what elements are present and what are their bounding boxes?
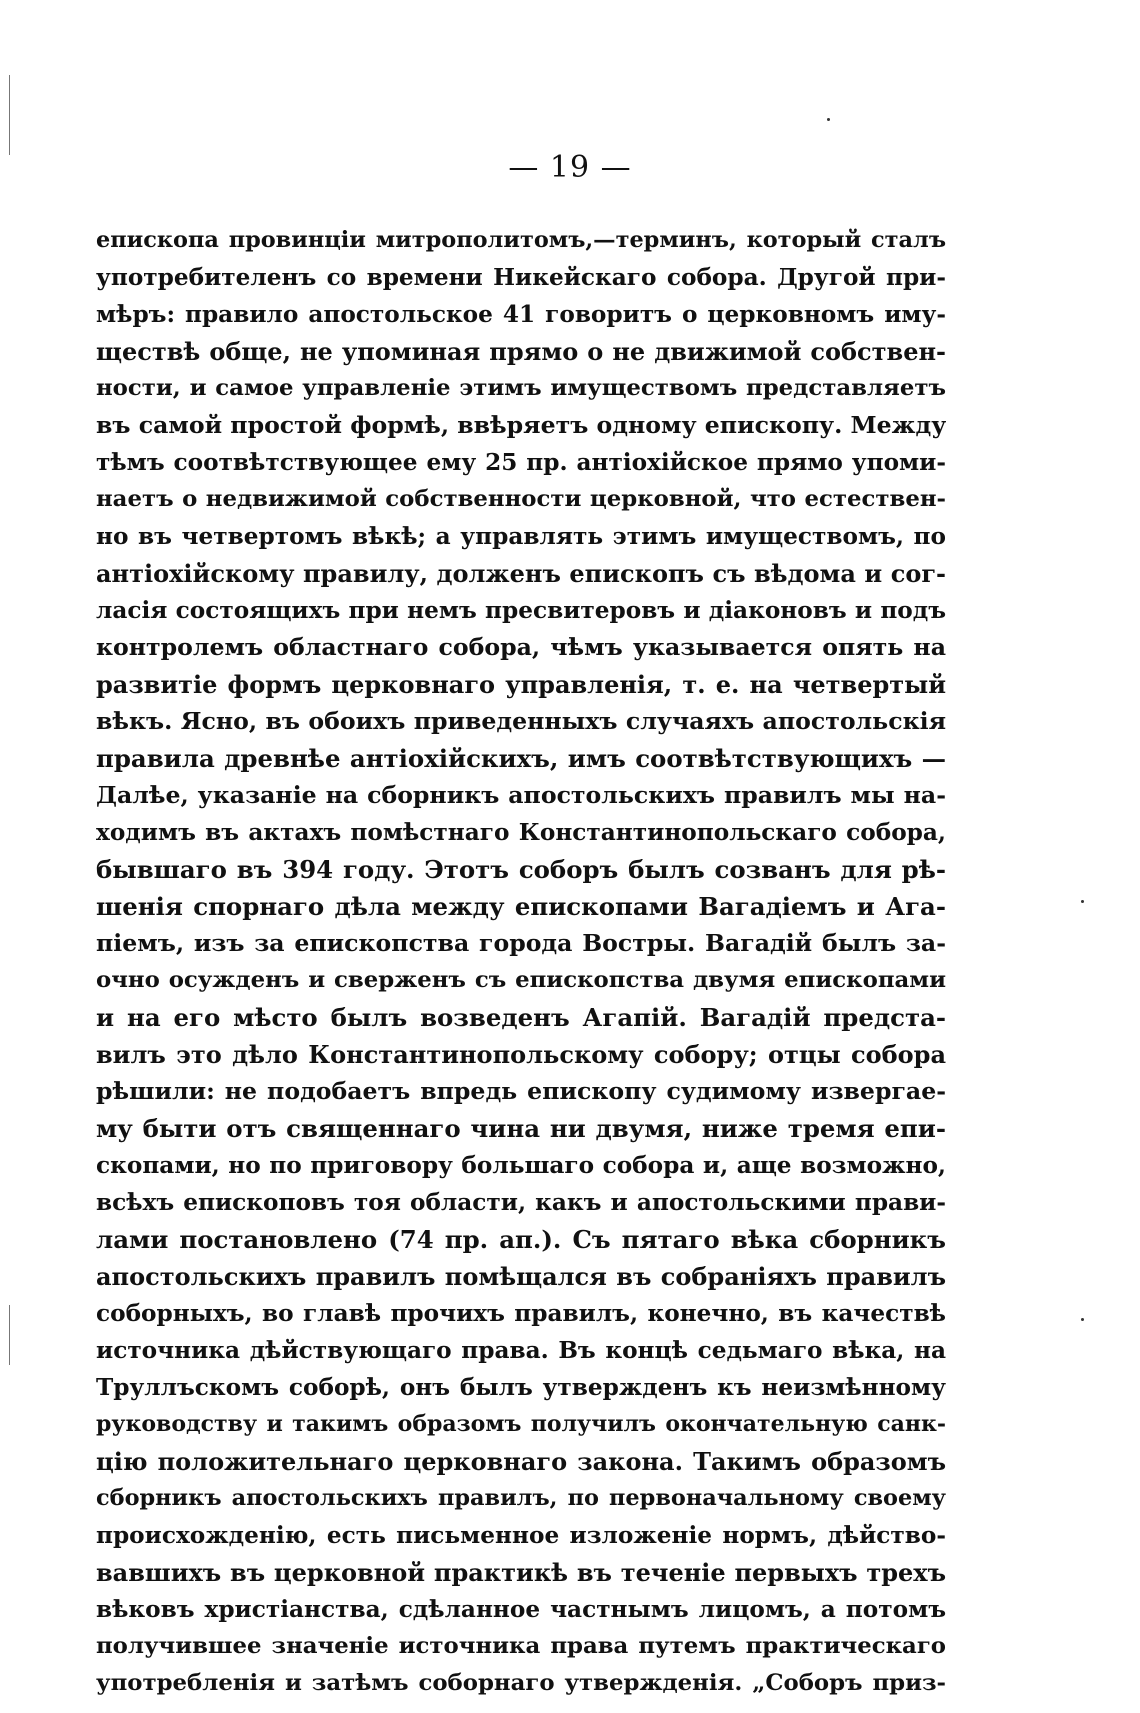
text-line: соборныхъ, во главѣ прочихъ правилъ, конечно, въ качествѣ <box>96 1300 946 1327</box>
text-line: вѣковъ христіанства, сдѣланное частнымъ лицомъ, а потомъ <box>96 1596 946 1623</box>
dust-speck <box>1081 900 1084 903</box>
text-line: епископа провинціи митрополитомъ,—терминъ, который сталъ <box>96 227 946 253</box>
dust-speck <box>1081 1318 1084 1321</box>
text-line: ходимъ въ актахъ помѣстнаго Константинопольскаго собора, <box>96 819 946 846</box>
text-line: мѣръ: правило апостольское 41 говоритъ о церковномъ иму- <box>96 301 946 328</box>
text-line: вилъ это дѣло Константинопольскому собору; отцы собора <box>96 1040 946 1069</box>
text-line: рѣшили: не подобаетъ впредь епископу судимому извергае- <box>96 1077 946 1105</box>
text-line: піемъ, изъ за епископства города Востры. Вагадій былъ за- <box>96 929 946 957</box>
left-margin-mark <box>9 1305 10 1365</box>
text-line: употребленія и затѣмъ соборнаго утвержденія. „Соборъ приз- <box>96 1670 946 1696</box>
text-line: происхожденію, есть письменное изложеніе нормъ, дѣйство- <box>96 1522 946 1549</box>
text-line: му быти отъ священнаго чина ни двумя, ниже тремя епи- <box>96 1114 946 1143</box>
body-text <box>96 222 946 1702</box>
text-line: и на его мѣсто былъ возведенъ Агапій. Вагадій предста- <box>96 1003 946 1032</box>
text-line: въ самой простой формѣ, ввѣряетъ одному епископу. Между <box>96 411 946 439</box>
text-line: контролемъ областнаго собора, чѣмъ указывается опять на <box>96 633 946 661</box>
text-line: вавшихъ въ церковной практикѣ въ теченіе первыхъ трехъ <box>96 1558 946 1587</box>
text-line: но въ четвертомъ вѣкѣ; а управлять этимъ имуществомъ, по <box>96 523 946 550</box>
text-line: скопами, но по приговору большаго собора и, аще возможно, <box>96 1152 946 1179</box>
text-line: шенія спорнаго дѣла между епископами Вагадіемъ и Ага- <box>96 892 946 921</box>
left-margin-mark <box>9 75 10 155</box>
text-line: правила древнѣе антіохійскихъ, имъ соотвѣтствующихъ — <box>96 744 946 773</box>
dust-speck <box>827 118 830 121</box>
text-line: бывшаго въ 394 году. Этотъ соборъ былъ созванъ для рѣ- <box>96 855 946 884</box>
text-line: апостольскихъ правилъ помѣщался въ собраніяхъ правилъ <box>96 1262 946 1291</box>
text-line: ществѣ обще, не упоминая прямо о не движимой собствен- <box>96 337 946 366</box>
text-line: очно осужденъ и сверженъ съ епископства двумя епископами <box>96 967 946 993</box>
text-line: всѣхъ епископовъ тоя области, какъ и апостольскими прави- <box>96 1189 946 1216</box>
text-line: получившее значеніе источника права путемъ практическаго <box>96 1633 946 1659</box>
text-line: развитіе формъ церковнаго управленія, т. е. на четвертый <box>96 670 946 699</box>
text-line: ласія состоящихъ при немъ пресвитеровъ и діаконовъ и подъ <box>96 597 946 624</box>
text-line: ности, и самое управленіе этимъ имуществомъ представляетъ <box>96 375 946 401</box>
page-number <box>0 150 1140 185</box>
text-line: лами постановлено (74 пр. ап.). Съ пятаго вѣка сборникъ <box>96 1225 946 1254</box>
page-number-dash-left: — <box>508 150 540 185</box>
page-number-dash-right: — <box>600 150 632 185</box>
text-line: вѣкъ. Ясно, въ обоихъ приведенныхъ случаяхъ апостольскія <box>96 707 946 735</box>
text-line: источника дѣйствующаго права. Въ концѣ седьмаго вѣка, на <box>96 1337 946 1364</box>
text-line: цію положительнаго церковнаго закона. Такимъ образомъ <box>96 1447 946 1476</box>
text-line: Далѣе, указаніе на сборникъ апостольскихъ правилъ мы на- <box>96 781 946 809</box>
text-line: сборникъ апостольскихъ правилъ, по первоначальному своему <box>96 1485 946 1511</box>
page-number-value: 19 <box>549 150 591 185</box>
text-line: руководству и такимъ образомъ получилъ окончательную санк- <box>96 1411 946 1437</box>
text-line: употребителенъ со времени Никейскаго собора. Другой при- <box>96 264 946 291</box>
text-line: антіохійскому правилу, долженъ епископъ съ вѣдома и сог- <box>96 559 946 588</box>
text-line: тѣмъ соотвѣтствующее ему 25 пр. антіохійское прямо упоми- <box>96 449 946 476</box>
text-line: наетъ о недвижимой собственности церковной, что естествен- <box>96 486 946 512</box>
text-line: Труллъскомъ соборѣ, онъ былъ утвержденъ къ неизмѣнному <box>96 1374 946 1401</box>
